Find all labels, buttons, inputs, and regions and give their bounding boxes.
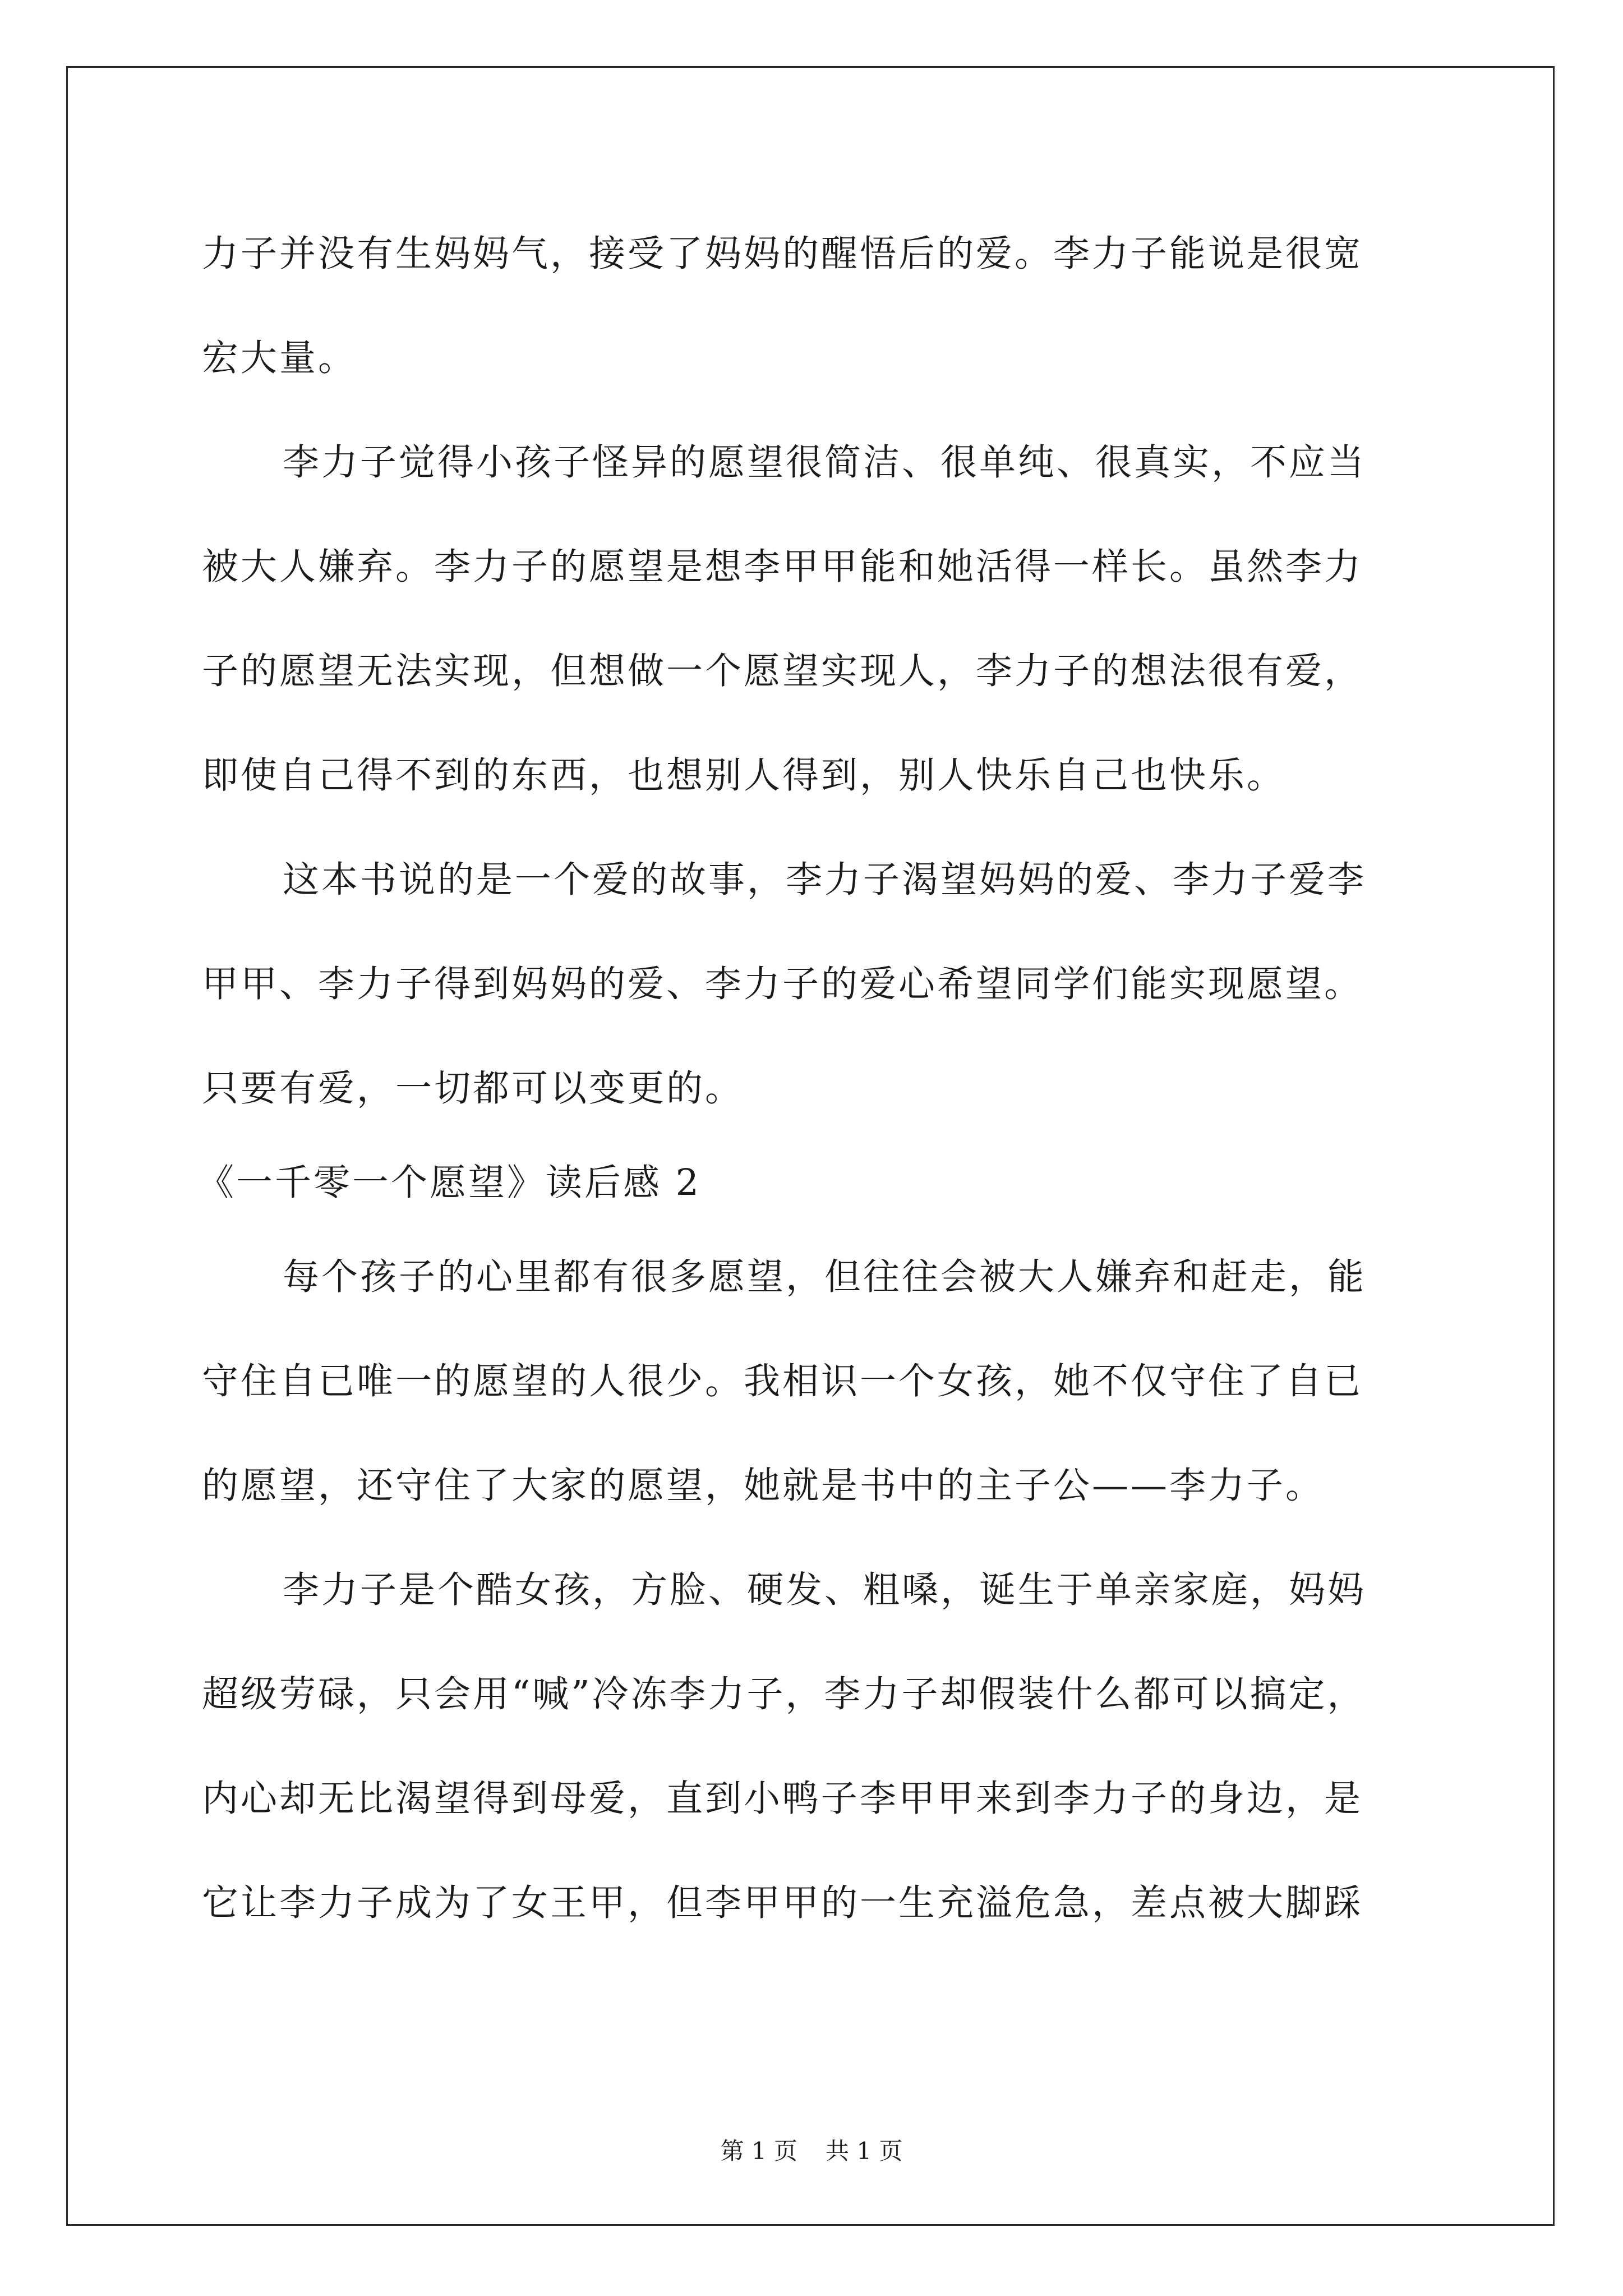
- paragraph-line: 宏大量。: [202, 337, 357, 379]
- paragraph-line: 的愿望，还守住了大家的愿望，她就是书中的主子公——李力子。: [202, 1465, 1325, 1507]
- page-footer: [0, 2133, 1623, 2166]
- paragraph-line: 即使自己得不到的东西，也想别人得到，别人快乐自己也快乐。: [202, 754, 1286, 797]
- paragraph-line: 守住自已唯一的愿望的人很少。我相识一个女孩，她不仅守住了自已: [202, 1360, 1363, 1402]
- page-total: 共 1 页: [826, 2137, 903, 2165]
- paragraph-line: 力子并没有生妈妈气，接受了妈妈的醒悟后的爱。李力子能说是很宽: [202, 233, 1363, 275]
- paragraph-line: 李力子觉得小孩子怪异的愿望很简洁、很单纯、很真实，不应当: [283, 441, 1367, 484]
- paragraph-line: 只要有爱，一切都可以变更的。: [202, 1068, 744, 1110]
- paragraph-line: 子的愿望无法实现，但想做一个愿望实现人，李力子的想法很有爱，: [202, 650, 1363, 692]
- paragraph-line: 超级劳碌，只会用“喊”冷冻李力子，李力子却假装什么都可以搞定，: [202, 1673, 1366, 1715]
- paragraph-line: 它让李力子成为了女王甲，但李甲甲的一生充溢危急，差点被大脚踩: [202, 1882, 1363, 1924]
- document-body: [197, 202, 1436, 1955]
- paragraph-line: 被大人嫌弃。李力子的愿望是想李甲甲能和她活得一样长。虽然李力: [202, 546, 1363, 588]
- paragraph-line: 李力子是个酷女孩，方脸、硬发、粗嗓，诞生于单亲家庭，妈妈: [283, 1569, 1367, 1611]
- paragraph-line: 甲甲、李力子得到妈妈的爱、李力子的爱心希望同学们能实现愿望。: [202, 963, 1363, 1005]
- paragraph-line: 内心却无比渴望得到母爱，直到小鸭子李甲甲来到李力子的身边，是: [202, 1778, 1363, 1820]
- paragraph-line: 这本书说的是一个爱的故事，李力子渴望妈妈的爱、李力子爱李: [283, 859, 1367, 901]
- section-heading: 《一千零一个愿望》读后感 2: [197, 1162, 702, 1204]
- paragraph-line: 每个孩子的心里都有很多愿望，但往往会被大人嫌弃和赶走，能: [283, 1256, 1367, 1298]
- page-number: 第 1 页: [720, 2137, 797, 2165]
